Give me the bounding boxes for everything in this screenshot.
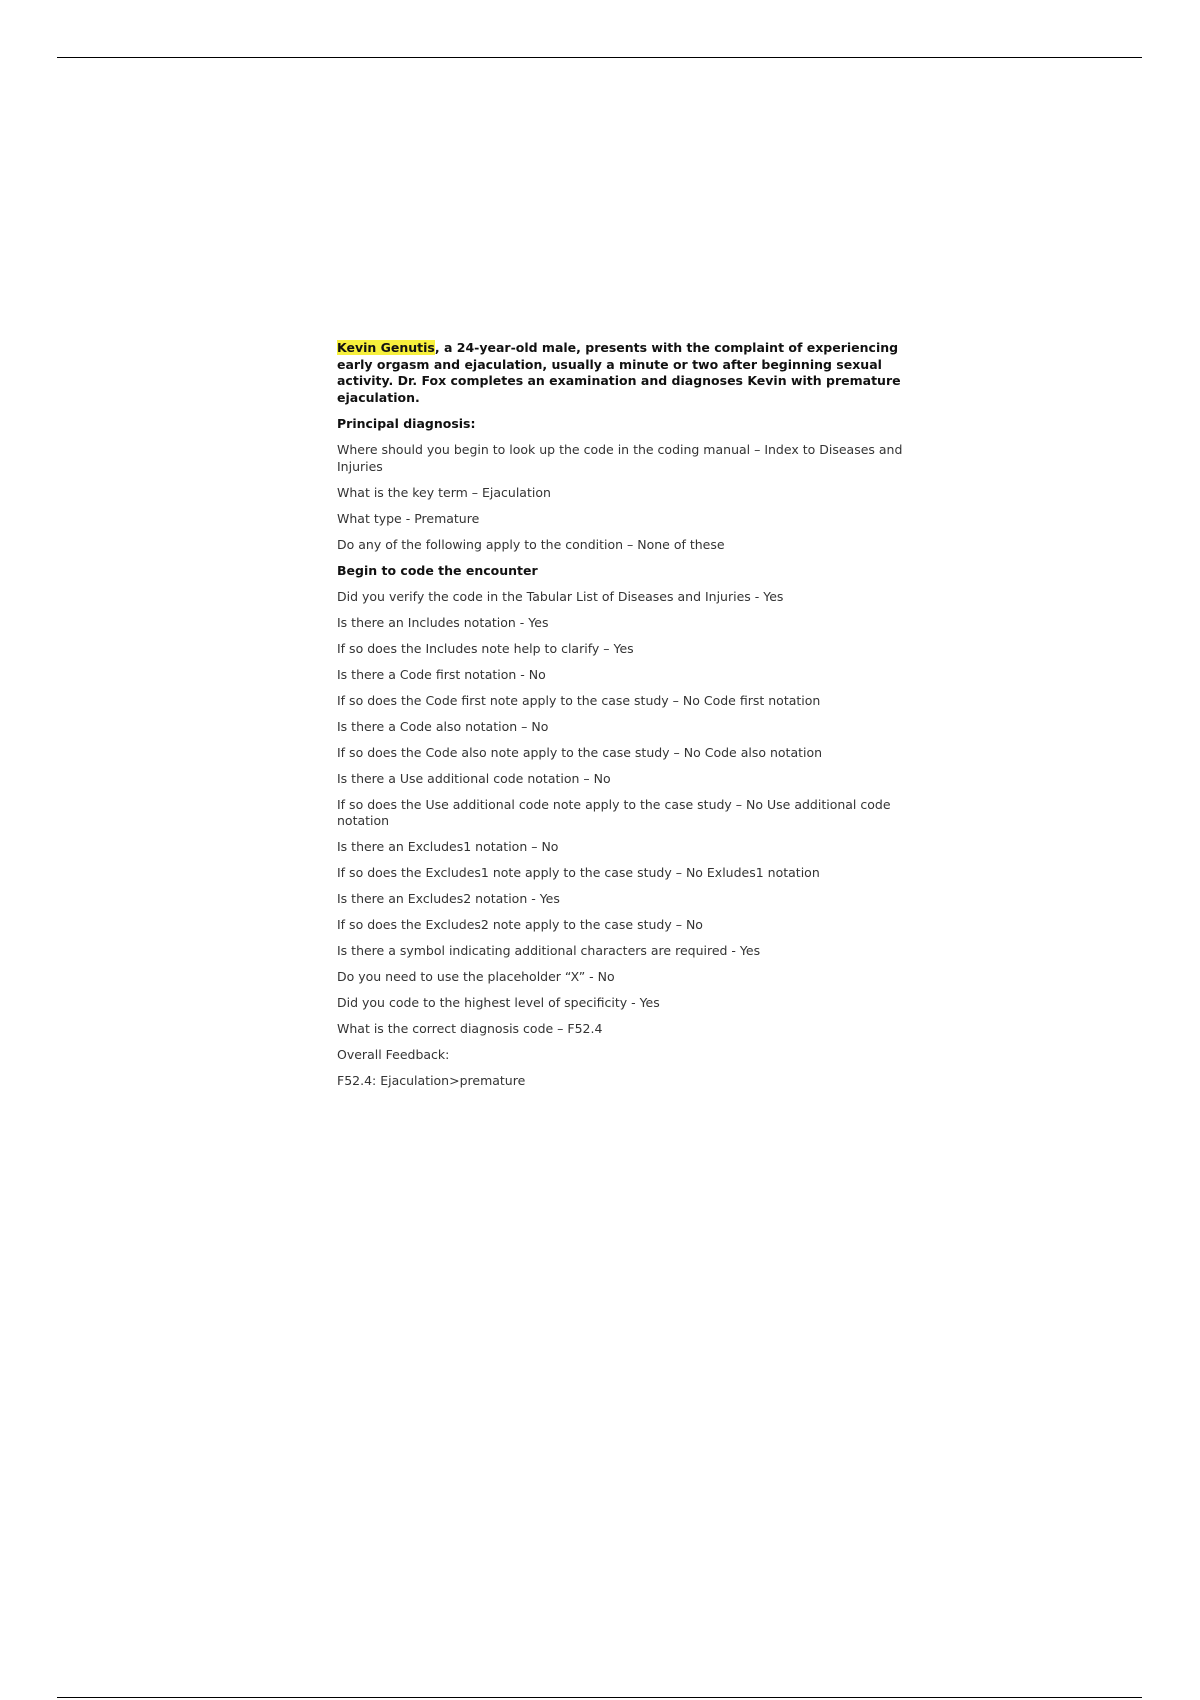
question-line: If so does the Includes note help to clarify – Yes (337, 640, 634, 656)
question-line: Is there a Use additional code notation – No (337, 770, 611, 786)
question-line: What type - Premature (337, 510, 480, 526)
diagnosis-code-line: What is the correct diagnosis code – F52.4 (337, 1021, 603, 1036)
question-line: If so does the Code also note apply to the case study – No Code also notation (337, 744, 823, 760)
question-line: Is there a Code also notation – No (337, 718, 549, 734)
question-line: Is there an Excludes1 notation – No (337, 839, 559, 854)
question-line: If so does the Excludes2 note apply to the case study – No (337, 917, 703, 932)
question-line: Do any of the following apply to the condition – None of these (337, 536, 725, 552)
feedback-label: Overall Feedback: (337, 1047, 450, 1062)
question-line: Is there an Excludes2 notation - Yes (337, 891, 560, 906)
case-description: , a 24-year-old male, presents with the complaint of experiencing early orgasm and ejaculation, usually a minute or two after beginning sexual activity. Dr. Fox completes an examination and diagnoses Kevin with premature ejaculation. (337, 340, 901, 405)
bottom-rule (57, 1697, 1142, 1698)
question-line: If so does the Code first note apply to the case study – No Code first notation (337, 692, 821, 708)
question-line: Is there a symbol indicating additional characters are required - Yes (337, 943, 761, 958)
question-line: What is the key term – Ejaculation (337, 484, 551, 500)
top-rule (57, 57, 1142, 58)
question-line: Is there an Includes notation - Yes (337, 614, 549, 630)
question-line: Did you code to the highest level of specificity - Yes (337, 995, 660, 1010)
question-line: Where should you begin to look up the code in the coding manual – Index to Diseases and Injuries (337, 442, 903, 474)
question-line: If so does the Use additional code note apply to the case study – No Use additional code notation (337, 796, 891, 828)
document-body (337, 340, 907, 1099)
patient-name: Kevin Genutis (337, 340, 435, 355)
question-line: If so does the Excludes1 note apply to the case study – No Exludes1 notation (337, 865, 820, 880)
question-line: Do you need to use the placeholder “X” - No (337, 969, 615, 984)
question-line: Is there a Code first notation - No (337, 666, 546, 682)
feedback-text: F52.4: Ejaculation>premature (337, 1073, 526, 1088)
question-line: Did you verify the code in the Tabular List of Diseases and Injuries - Yes (337, 588, 784, 604)
encounter-heading: Begin to code the encounter (337, 562, 538, 578)
case-intro (337, 340, 907, 406)
principal-diagnosis-heading: Principal diagnosis: (337, 416, 476, 431)
